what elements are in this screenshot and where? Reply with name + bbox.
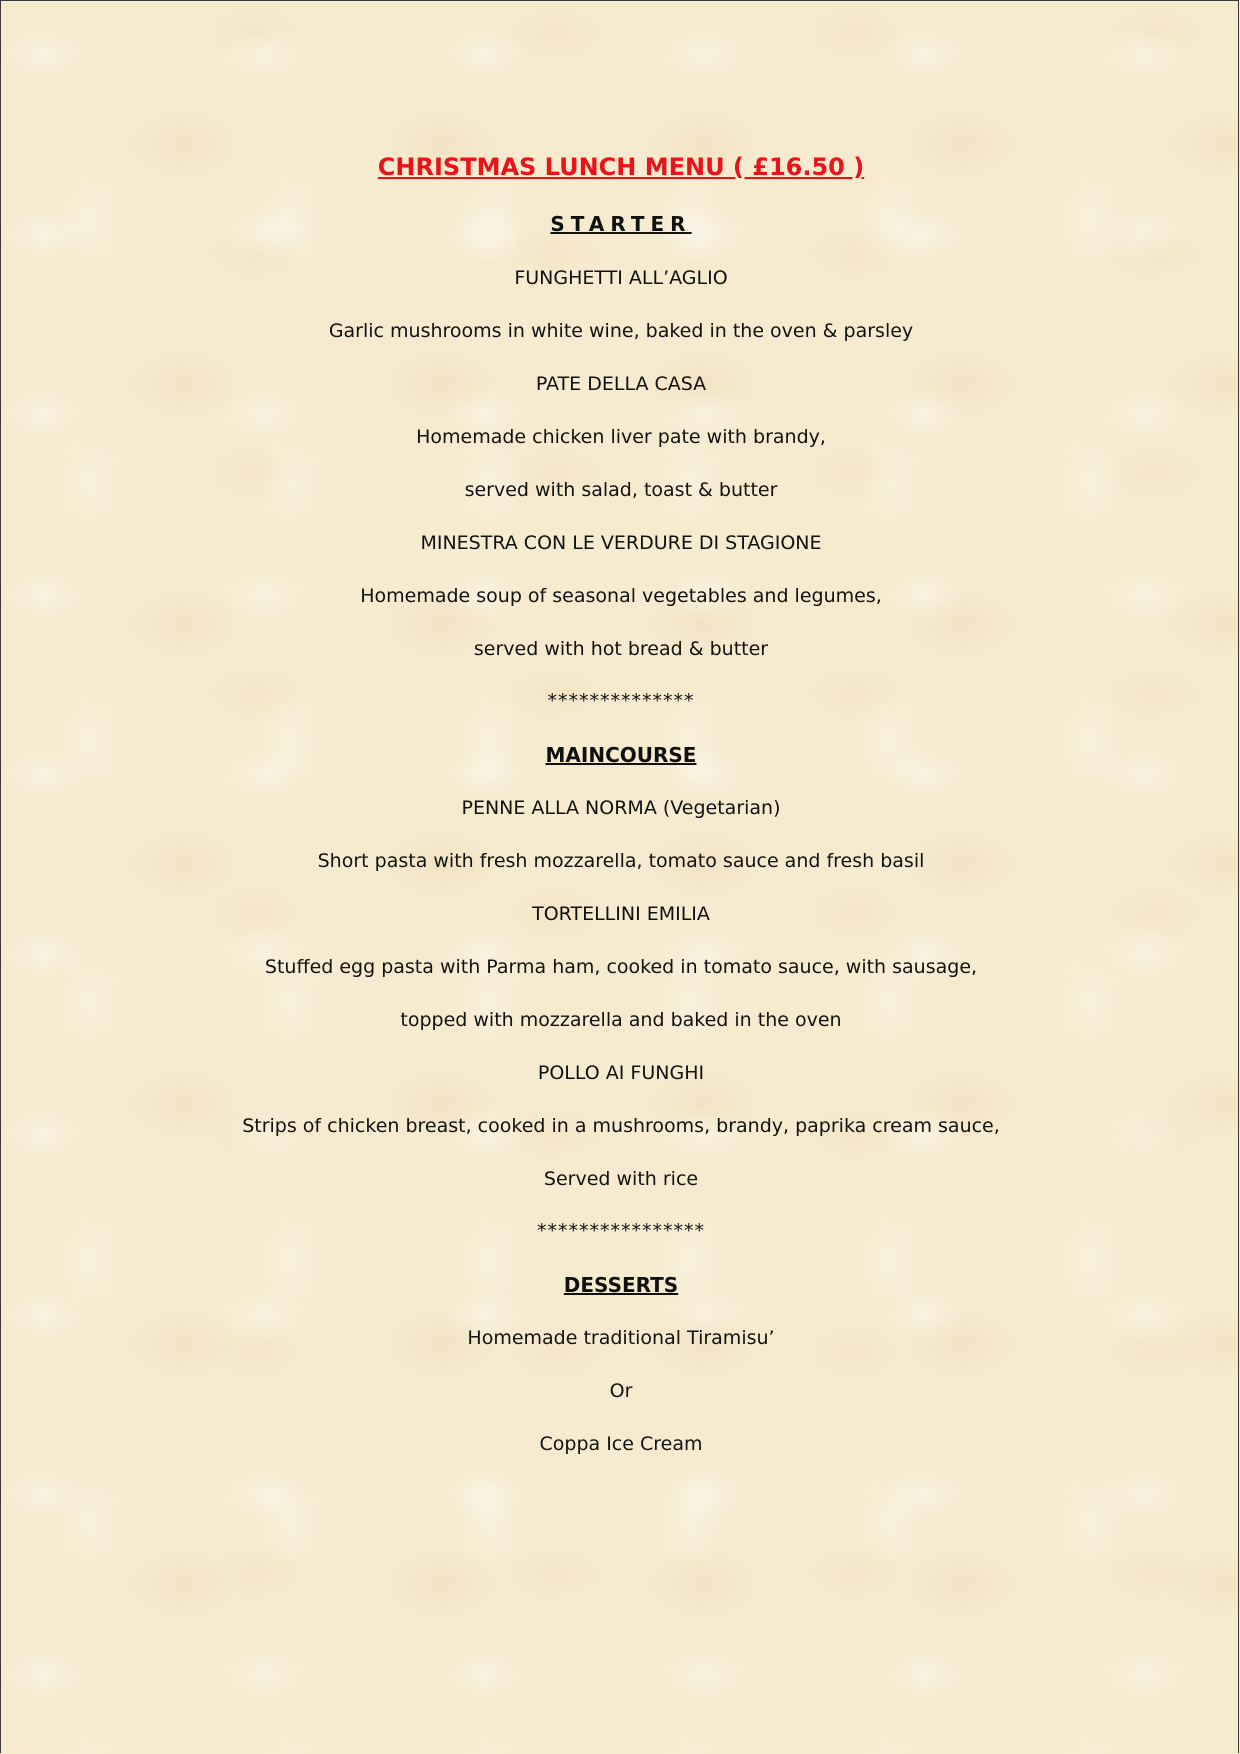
dessert-separator-word: Or bbox=[609, 1380, 633, 1402]
main-dish-name: PENNE ALLA NORMA (Vegetarian) bbox=[461, 797, 781, 819]
section-separator: **************** bbox=[537, 1220, 705, 1242]
starter-dish-description: Homemade chicken liver pate with brandy, bbox=[416, 426, 826, 448]
main-dish-description: Served with rice bbox=[543, 1168, 699, 1190]
section-separator: ************** bbox=[547, 690, 695, 712]
main-course-heading: MAINCOURSE bbox=[545, 743, 697, 767]
starter-dish-description: served with salad, toast & butter bbox=[464, 479, 778, 501]
main-dish-description: Strips of chicken breast, cooked in a mushrooms, brandy, paprika cream sauce, bbox=[242, 1115, 1000, 1137]
starter-dish-description: Homemade soup of seasonal vegetables and legumes, bbox=[360, 585, 882, 607]
starter-dish-description: served with hot bread & butter bbox=[473, 638, 769, 660]
starter-dish-description: Garlic mushrooms in white wine, baked in the oven & parsley bbox=[328, 320, 914, 342]
starter-dish-name: FUNGHETTI ALL’AGLIO bbox=[514, 267, 728, 289]
main-dish-description: Stuffed egg pasta with Parma ham, cooked in tomato sauce, with sausage, bbox=[264, 956, 978, 978]
starter-dish-name: MINESTRA CON LE VERDURE DI STAGIONE bbox=[420, 532, 822, 554]
starter-heading: STARTER bbox=[550, 212, 692, 236]
dessert-item: Coppa Ice Cream bbox=[539, 1433, 703, 1455]
main-dish-name: POLLO AI FUNGHI bbox=[537, 1062, 705, 1084]
menu-title: CHRISTMAS LUNCH MENU ( £16.50 ) bbox=[377, 153, 865, 181]
desserts-heading: DESSERTS bbox=[563, 1273, 679, 1297]
main-dish-name: TORTELLINI EMILIA bbox=[532, 903, 710, 925]
dessert-item: Homemade traditional Tiramisu’ bbox=[467, 1327, 775, 1349]
main-dish-description: topped with mozzarella and baked in the oven bbox=[400, 1009, 842, 1031]
main-dish-description: Short pasta with fresh mozzarella, tomato sauce and fresh basil bbox=[317, 850, 925, 872]
starter-dish-name: PATE DELLA CASA bbox=[535, 373, 707, 395]
